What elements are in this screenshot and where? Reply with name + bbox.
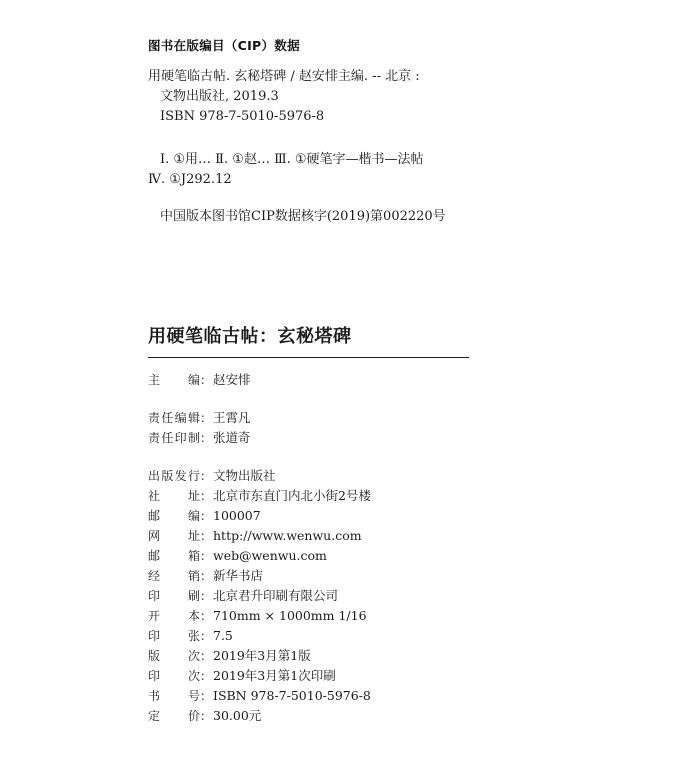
credit-value: 100007 bbox=[213, 508, 261, 523]
credit-colon: ： bbox=[200, 509, 213, 523]
credit-value: ISBN 978-7-5010-5976-8 bbox=[213, 688, 371, 703]
credit-label: 出版发行 bbox=[148, 469, 200, 483]
credit-row bbox=[148, 370, 371, 390]
credit-value: 30.00元 bbox=[213, 708, 262, 723]
credit-label: 邮 编 bbox=[148, 509, 200, 523]
credit-colon: ： bbox=[200, 629, 213, 643]
credit-colon: ： bbox=[200, 649, 213, 663]
credit-row bbox=[148, 408, 371, 428]
title-divider bbox=[148, 357, 469, 358]
credit-colon: ： bbox=[200, 549, 213, 563]
credit-row bbox=[148, 706, 371, 726]
credit-colon: ： bbox=[200, 411, 213, 425]
credit-group bbox=[148, 408, 371, 448]
credit-colon: ： bbox=[200, 569, 213, 583]
credit-label: 开 本 bbox=[148, 609, 200, 623]
credit-colon: ： bbox=[200, 469, 213, 483]
credit-value: 北京市东直门内北小街2号楼 bbox=[213, 488, 371, 503]
credit-value: 王霄凡 bbox=[213, 410, 251, 425]
credit-row bbox=[148, 666, 371, 686]
cip-subject-line: Ⅰ. ①用… Ⅱ. ①赵… Ⅲ. ①硬笔字—楷书—法帖 bbox=[160, 152, 424, 167]
credit-row bbox=[148, 646, 371, 666]
credit-colon: ： bbox=[200, 373, 213, 387]
credit-label: 印 张 bbox=[148, 629, 200, 643]
credit-value: 7.5 bbox=[213, 628, 233, 643]
cip-classno-line: Ⅳ. ①J292.12 bbox=[148, 172, 232, 187]
credit-label: 网 址 bbox=[148, 529, 200, 543]
credit-label: 经 销 bbox=[148, 569, 200, 583]
credit-row bbox=[148, 566, 371, 586]
credit-value: 文物出版社 bbox=[213, 468, 276, 483]
colophon-credits bbox=[148, 370, 371, 744]
credit-value: http://www.wenwu.com bbox=[213, 528, 362, 543]
credit-row bbox=[148, 506, 371, 526]
credit-colon: ： bbox=[200, 609, 213, 623]
credit-label: 版 次 bbox=[148, 649, 200, 663]
credit-colon: ： bbox=[200, 689, 213, 703]
credit-value: 北京君升印刷有限公司 bbox=[213, 588, 339, 603]
credit-colon: ： bbox=[200, 529, 213, 543]
credit-value: 新华书店 bbox=[213, 568, 264, 583]
credit-row bbox=[148, 686, 371, 706]
credit-value: 710mm × 1000mm 1/16 bbox=[213, 608, 367, 623]
credit-row bbox=[148, 546, 371, 566]
credit-colon: ： bbox=[200, 589, 213, 603]
credit-label: 责任编辑 bbox=[148, 411, 200, 425]
credit-value: 张道奇 bbox=[213, 430, 251, 445]
credit-label: 书 号 bbox=[148, 689, 200, 703]
credit-value: 赵安悱 bbox=[213, 372, 251, 387]
credit-row bbox=[148, 626, 371, 646]
cip-record-line: 中国版本图书馆CIP数据核字(2019)第002220号 bbox=[160, 209, 446, 224]
credit-colon: ： bbox=[200, 709, 213, 723]
cip-record-number bbox=[160, 207, 446, 227]
cip-isbn-line: ISBN 978-7-5010-5976-8 bbox=[160, 109, 325, 124]
credit-label: 主 编 bbox=[148, 373, 200, 387]
cip-main-entry bbox=[148, 67, 420, 127]
credit-row bbox=[148, 526, 371, 546]
cip-header: 图书在版编目（CIP）数据 bbox=[148, 38, 300, 53]
credit-value: 2019年3月第1版 bbox=[213, 648, 311, 663]
credit-row bbox=[148, 606, 371, 626]
cip-publisher-line: 文物出版社, 2019.3 bbox=[160, 89, 279, 104]
credit-label: 印 次 bbox=[148, 669, 200, 683]
credit-value: 2019年3月第1次印刷 bbox=[213, 668, 336, 683]
cip-title-line: 用硬笔临古帖. 玄秘塔碑 / 赵安悱主编. -- 北京 : bbox=[148, 69, 420, 84]
book-title: 用硬笔临古帖：玄秘塔碑 bbox=[148, 326, 352, 347]
credit-label: 邮 箱 bbox=[148, 549, 200, 563]
credit-label: 社 址 bbox=[148, 489, 200, 503]
credit-row bbox=[148, 586, 371, 606]
credit-colon: ： bbox=[200, 489, 213, 503]
credit-row bbox=[148, 486, 371, 506]
credit-label: 印 刷 bbox=[148, 589, 200, 603]
credit-label: 定 价 bbox=[148, 709, 200, 723]
cip-classification bbox=[148, 150, 424, 190]
credit-group bbox=[148, 466, 371, 726]
credit-colon: ： bbox=[200, 669, 213, 683]
credit-label: 责任印制 bbox=[148, 431, 200, 445]
credit-value: web@wenwu.com bbox=[213, 548, 327, 563]
credit-row bbox=[148, 466, 371, 486]
credit-row bbox=[148, 428, 371, 448]
credit-group bbox=[148, 370, 371, 390]
credit-colon: ： bbox=[200, 431, 213, 445]
